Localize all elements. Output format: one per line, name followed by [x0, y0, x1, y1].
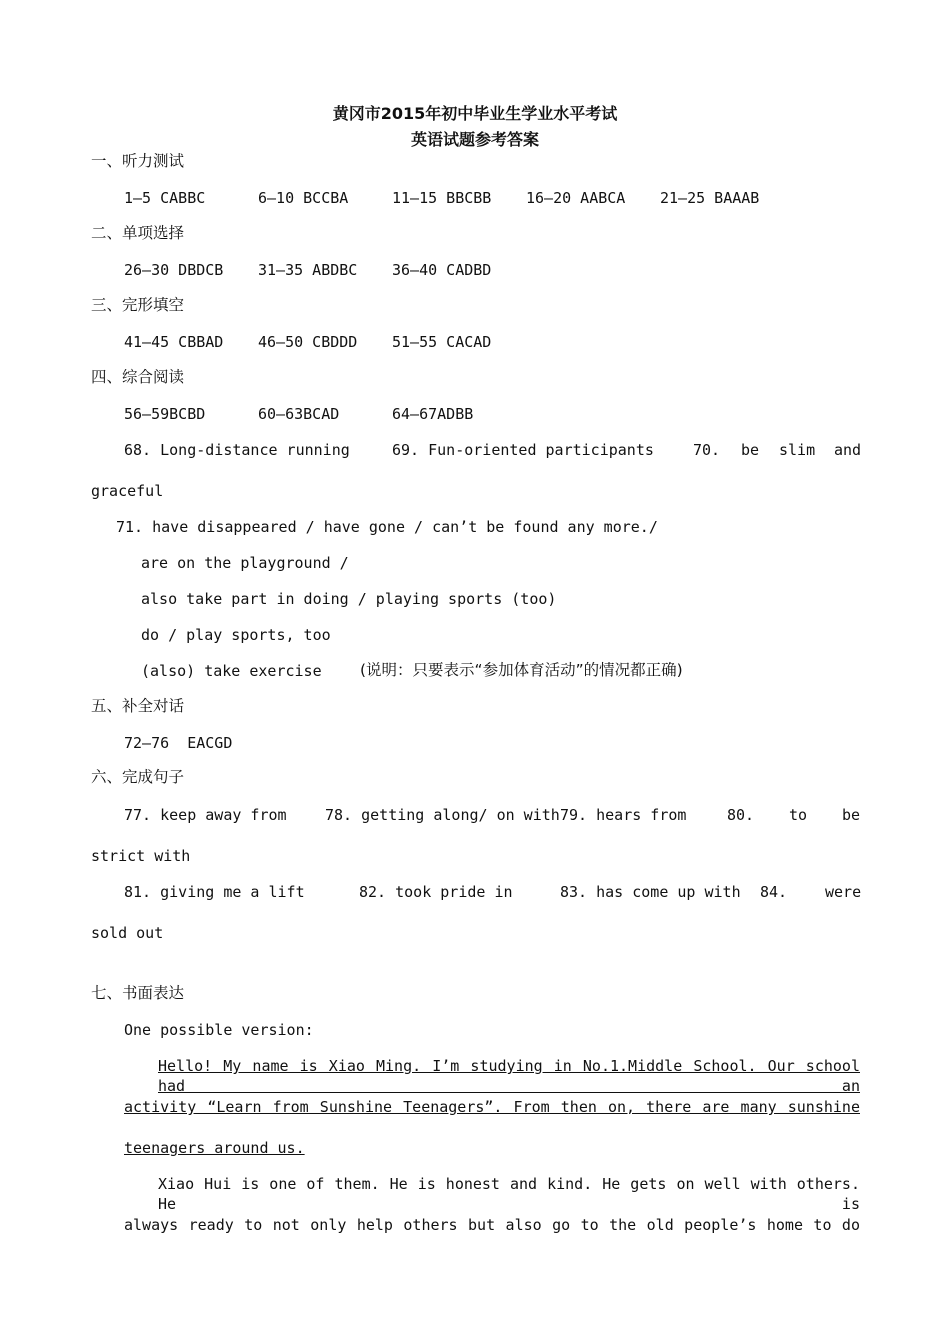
- section-heading-sentences: 六、完成句子: [91, 768, 185, 786]
- answer-group: 41—45 CBBAD: [124, 333, 224, 351]
- answer-group: 36—40 CADBD: [392, 261, 492, 279]
- answer-group: 6—10 BCCBA: [258, 189, 349, 207]
- answer-80-wrap: strict with: [91, 847, 191, 865]
- grading-note: (说明：只要表示“参加体育活动”的情况都正确): [360, 661, 683, 679]
- answer-83: 83. has come up with: [560, 883, 741, 901]
- section-heading-dialogue: 五、补全对话: [91, 697, 185, 715]
- essay-line: Hello! My name is Xiao Ming. I’m studying in No.1.Middle School. Our school had an: [158, 1057, 860, 1095]
- section-heading-cloze: 三、完形填空: [91, 296, 185, 314]
- answer-group: 21—25 BAAAB: [660, 189, 760, 207]
- essay-line: teenagers around us.: [124, 1139, 305, 1157]
- answer-80-number: 80.: [727, 806, 755, 824]
- section-heading-writing: 七、书面表达: [91, 984, 185, 1002]
- answer-group: 72—76 EACGD: [124, 734, 233, 752]
- answer-68: 68. Long-distance running: [124, 441, 350, 459]
- answer-71-line: are on the playground /: [141, 554, 349, 572]
- answer-77: 77. keep away from: [124, 806, 287, 824]
- answer-group: 26—30 DBDCB: [124, 261, 224, 279]
- answer-group: 51—55 CACAD: [392, 333, 492, 351]
- answer-71-line: do / play sports, too: [141, 626, 331, 644]
- writing-intro: One possible version:: [124, 1021, 314, 1039]
- essay-line: activity “Learn from Sunshine Teenagers”. From then on, there are many sunshine: [124, 1098, 860, 1116]
- answer-78: 78. getting along/ on with: [325, 806, 560, 824]
- answer-group: 60—63BCAD: [258, 405, 340, 423]
- answer-84-wrap: sold out: [91, 924, 164, 942]
- answer-71-line: also take part in doing / playing sports (too): [141, 590, 557, 608]
- document-title: 黄冈市2015年初中毕业生学业水平考试: [332, 104, 618, 123]
- answer-81: 81. giving me a lift: [124, 883, 305, 901]
- section-heading-reading: 四、综合阅读: [91, 368, 185, 386]
- answer-group: 64—67ADBB: [392, 405, 474, 423]
- answer-71-line: (also) take exercise: [141, 662, 322, 680]
- document-subtitle: 英语试题参考答案: [410, 130, 539, 149]
- answer-group: 16—20 AABCA: [526, 189, 626, 207]
- answer-70-word: be: [741, 441, 760, 459]
- answer-79: 79. hears from: [560, 806, 687, 824]
- answer-80-word: to: [789, 806, 808, 824]
- answer-70-word: and: [834, 441, 862, 459]
- answer-69: 69. Fun-oriented participants: [392, 441, 654, 459]
- answer-group: 46—50 CBDDD: [258, 333, 358, 351]
- answer-80-word: be: [842, 806, 861, 824]
- section-heading-listening: 一、听力测试: [91, 152, 185, 170]
- answer-84-word: were: [825, 883, 862, 901]
- answer-70-number: 70.: [693, 441, 721, 459]
- answer-82: 82. took pride in: [359, 883, 513, 901]
- essay-line: always ready to not only help others but also go to the old people’s home to do: [124, 1216, 860, 1234]
- answer-70-wrap: graceful: [91, 482, 164, 500]
- answer-70-word: slim: [779, 441, 816, 459]
- answer-group: 1—5 CABBC: [124, 189, 206, 207]
- answer-71-line: 71. have disappeared / have gone / can’t be found any more./: [116, 518, 658, 536]
- answer-group: 11—15 BBCBB: [392, 189, 492, 207]
- answer-group: 56—59BCBD: [124, 405, 206, 423]
- answer-84-number: 84.: [760, 883, 788, 901]
- answer-group: 31—35 ABDBC: [258, 261, 358, 279]
- essay-line: Xiao Hui is one of them. He is honest and kind. He gets on well with others. He is: [158, 1175, 860, 1213]
- section-heading-single-choice: 二、单项选择: [91, 224, 185, 242]
